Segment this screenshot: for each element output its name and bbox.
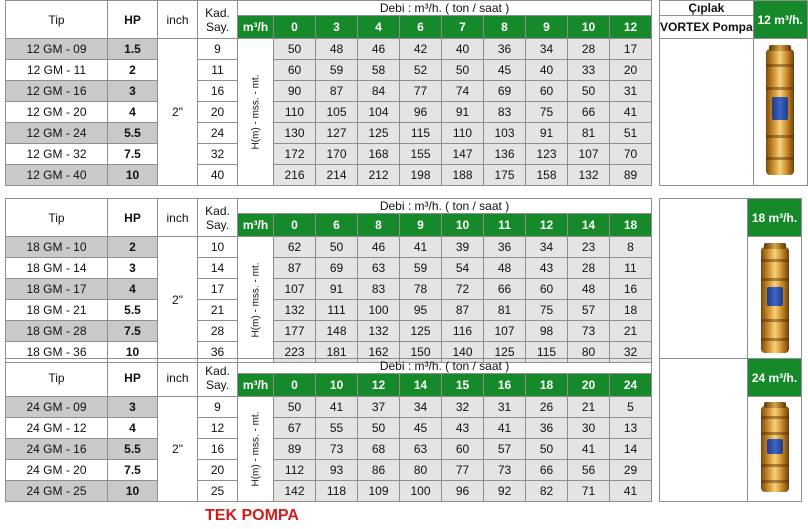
debi-header: Debi : m³/h. ( ton / saat ) [238, 199, 652, 214]
head-value: 75 [526, 102, 568, 123]
model-name: 18 GM - 10 [6, 237, 108, 258]
head-value: 34 [526, 39, 568, 60]
model-name: 24 GM - 12 [6, 418, 108, 439]
model-name: 24 GM - 09 [6, 397, 108, 418]
pump-image [761, 406, 789, 492]
head-value: 42 [400, 39, 442, 60]
head-value: 80 [568, 342, 610, 363]
head-value: 78 [400, 279, 442, 300]
head-value: 34 [400, 397, 442, 418]
hp-value: 4 [108, 279, 158, 300]
head-value: 29 [610, 460, 652, 481]
hp-value: 7.5 [108, 321, 158, 342]
head-value: 115 [400, 123, 442, 144]
head-value: 52 [400, 60, 442, 81]
head-value: 125 [400, 321, 442, 342]
hp-value: 7.5 [108, 460, 158, 481]
head-value: 81 [484, 300, 526, 321]
flow-value: 12 [358, 374, 400, 397]
head-value: 83 [358, 279, 400, 300]
flow-value: 6 [316, 214, 358, 237]
head-value: 71 [568, 481, 610, 502]
head-value: 54 [442, 258, 484, 279]
head-value: 66 [484, 279, 526, 300]
flow-value: 20 [568, 374, 610, 397]
flow-value: 12 [610, 16, 652, 39]
flow-value: 3 [316, 16, 358, 39]
head-value: 36 [484, 39, 526, 60]
head-value: 34 [526, 237, 568, 258]
head-value: 50 [442, 60, 484, 81]
hp-header: HP [108, 199, 158, 237]
vortex-image-cell [660, 199, 748, 363]
head-value: 223 [274, 342, 316, 363]
head-value: 125 [358, 123, 400, 144]
head-value: 62 [274, 237, 316, 258]
stage-count: 25 [198, 481, 238, 502]
head-value: 5 [610, 397, 652, 418]
hp-value: 1.5 [108, 39, 158, 60]
say-label: Say. [205, 217, 230, 232]
head-value: 91 [316, 279, 358, 300]
flow-value: 0 [274, 214, 316, 237]
stage-count: 9 [198, 397, 238, 418]
stage-count: 28 [198, 321, 238, 342]
capacity-label: 18 m³/h. [748, 199, 802, 237]
head-value: 69 [484, 81, 526, 102]
head-value: 41 [610, 102, 652, 123]
head-value: 91 [526, 123, 568, 144]
head-value: 63 [358, 258, 400, 279]
head-value: 98 [526, 321, 568, 342]
head-value: 162 [358, 342, 400, 363]
column-gap [652, 359, 660, 502]
flow-value: 4 [358, 16, 400, 39]
stage-count: 40 [198, 165, 238, 186]
flow-value: 10 [568, 16, 610, 39]
flow-value: 18 [610, 214, 652, 237]
head-value: 148 [316, 321, 358, 342]
pump-image [761, 247, 789, 353]
head-value: 107 [274, 279, 316, 300]
head-value: 75 [526, 300, 568, 321]
head-value: 77 [442, 460, 484, 481]
head-value: 66 [568, 102, 610, 123]
head-value: 80 [400, 460, 442, 481]
stage-count: 10 [198, 237, 238, 258]
model-name: 24 GM - 16 [6, 439, 108, 460]
flow-unit: m³/h [238, 374, 274, 397]
head-value: 123 [526, 144, 568, 165]
head-value: 84 [358, 81, 400, 102]
tip-header: Tip [6, 359, 108, 397]
hp-value: 5.5 [108, 300, 158, 321]
flow-value: 12 [526, 214, 568, 237]
head-value: 41 [400, 237, 442, 258]
flow-value: 11 [484, 214, 526, 237]
flow-value: 16 [484, 374, 526, 397]
head-unit-label [238, 39, 274, 186]
head-value: 36 [526, 418, 568, 439]
head-value: 50 [358, 418, 400, 439]
model-name: 24 GM - 25 [6, 481, 108, 502]
hp-header: HP [108, 1, 158, 39]
head-value: 21 [568, 397, 610, 418]
head-value: 48 [568, 279, 610, 300]
head-value: 14 [610, 439, 652, 460]
pump-image-cell [748, 397, 802, 502]
head-value: 96 [442, 481, 484, 502]
head-value: 41 [316, 397, 358, 418]
hp-header: HP [108, 359, 158, 397]
ciplak-label: Çıplak [660, 1, 754, 16]
inch-header: inch [158, 359, 198, 397]
head-value: 216 [274, 165, 316, 186]
head-value: 181 [316, 342, 358, 363]
stage-count: 17 [198, 279, 238, 300]
head-value: 60 [274, 60, 316, 81]
head-value: 118 [316, 481, 358, 502]
head-value: 82 [526, 481, 568, 502]
head-value: 60 [442, 439, 484, 460]
head-value: 214 [316, 165, 358, 186]
kad-label: Kad. [205, 203, 230, 218]
stage-count: 32 [198, 144, 238, 165]
flow-value: 7 [442, 16, 484, 39]
head-value: 158 [526, 165, 568, 186]
head-value: 41 [610, 481, 652, 502]
hp-value: 3 [108, 81, 158, 102]
flow-value: 24 [610, 374, 652, 397]
inch-value: 2" [158, 397, 198, 502]
head-unit-label [238, 237, 274, 363]
head-value: 140 [442, 342, 484, 363]
inch-header: inch [158, 199, 198, 237]
head-value: 127 [316, 123, 358, 144]
vortex-image-cell [660, 39, 754, 186]
head-value: 198 [400, 165, 442, 186]
spec-table-1 [5, 198, 802, 363]
head-value: 26 [526, 397, 568, 418]
pump-image [766, 49, 794, 175]
head-value: 11 [610, 258, 652, 279]
head-value: 95 [400, 300, 442, 321]
stage-count: 20 [198, 460, 238, 481]
hp-value: 2 [108, 237, 158, 258]
head-value: 107 [568, 144, 610, 165]
head-value: 170 [316, 144, 358, 165]
head-value: 91 [442, 102, 484, 123]
head-value: 132 [274, 300, 316, 321]
head-unit-text: H(m) - mss. - mt. [250, 411, 261, 487]
head-value: 150 [400, 342, 442, 363]
hp-value: 10 [108, 342, 158, 363]
head-value: 87 [442, 300, 484, 321]
head-value: 111 [316, 300, 358, 321]
flow-unit: m³/h [238, 214, 274, 237]
head-value: 55 [316, 418, 358, 439]
head-value: 105 [316, 102, 358, 123]
head-value: 73 [568, 321, 610, 342]
model-name: 12 GM - 24 [6, 123, 108, 144]
spec-table-2 [5, 358, 802, 502]
model-name: 12 GM - 40 [6, 165, 108, 186]
hp-value: 10 [108, 481, 158, 502]
head-value: 31 [484, 397, 526, 418]
inch-header: inch [158, 1, 198, 39]
head-value: 50 [274, 39, 316, 60]
head-value: 188 [442, 165, 484, 186]
stage-count: 16 [198, 81, 238, 102]
head-value: 56 [568, 460, 610, 481]
vortex-image-cell [660, 359, 748, 502]
head-value: 115 [526, 342, 568, 363]
head-value: 60 [526, 81, 568, 102]
head-value: 17 [610, 39, 652, 60]
head-value: 43 [526, 258, 568, 279]
hp-value: 5.5 [108, 123, 158, 144]
head-value: 39 [442, 237, 484, 258]
head-value: 20 [610, 60, 652, 81]
pump-image-cell [753, 39, 807, 186]
head-value: 177 [274, 321, 316, 342]
head-value: 100 [358, 300, 400, 321]
flow-value: 10 [316, 374, 358, 397]
flow-value: 8 [484, 16, 526, 39]
head-value: 125 [484, 342, 526, 363]
head-value: 68 [358, 439, 400, 460]
model-name: 12 GM - 16 [6, 81, 108, 102]
head-value: 13 [610, 418, 652, 439]
model-name: 18 GM - 14 [6, 258, 108, 279]
head-value: 50 [316, 237, 358, 258]
head-value: 58 [358, 60, 400, 81]
head-value: 59 [316, 60, 358, 81]
inch-value: 2" [158, 39, 198, 186]
head-value: 147 [442, 144, 484, 165]
head-value: 130 [274, 123, 316, 144]
stage-count: 24 [198, 123, 238, 144]
head-value: 81 [568, 123, 610, 144]
inch-value: 2" [158, 237, 198, 363]
head-value: 142 [274, 481, 316, 502]
head-value: 92 [484, 481, 526, 502]
head-value: 66 [526, 460, 568, 481]
model-name: 12 GM - 09 [6, 39, 108, 60]
head-value: 59 [400, 258, 442, 279]
head-value: 63 [400, 439, 442, 460]
flow-value: 9 [526, 16, 568, 39]
head-unit-text: H(m) - mss. - mt. [250, 74, 261, 150]
head-value: 116 [442, 321, 484, 342]
stage-count: 20 [198, 102, 238, 123]
head-value: 50 [568, 81, 610, 102]
kad-label: Kad. [205, 5, 230, 20]
model-name: 12 GM - 11 [6, 60, 108, 81]
head-value: 36 [484, 237, 526, 258]
stage-count: 36 [198, 342, 238, 363]
debi-header: Debi : m³/h. ( ton / saat ) [238, 359, 652, 374]
head-value: 73 [484, 460, 526, 481]
head-value: 48 [484, 258, 526, 279]
debi-header: Debi : m³/h. ( ton / saat ) [238, 1, 652, 16]
head-value: 107 [484, 321, 526, 342]
head-value: 48 [316, 39, 358, 60]
head-value: 112 [274, 460, 316, 481]
stage-count: 11 [198, 60, 238, 81]
head-value: 93 [316, 460, 358, 481]
head-value: 77 [400, 81, 442, 102]
tip-header: Tip [6, 199, 108, 237]
head-value: 172 [274, 144, 316, 165]
head-value: 16 [610, 279, 652, 300]
vortex-label: VORTEX Pompa [660, 16, 754, 39]
head-value: 28 [568, 258, 610, 279]
head-value: 8 [610, 237, 652, 258]
kad-header [198, 1, 238, 39]
model-name: 24 GM - 20 [6, 460, 108, 481]
flow-value: 0 [274, 374, 316, 397]
capacity-label: 24 m³/h. [748, 359, 802, 397]
stage-count: 21 [198, 300, 238, 321]
hp-value: 4 [108, 418, 158, 439]
model-name: 12 GM - 20 [6, 102, 108, 123]
hp-value: 3 [108, 397, 158, 418]
head-value: 45 [400, 418, 442, 439]
flow-value: 14 [400, 374, 442, 397]
head-unit-text: H(m) - mss. - mt. [250, 262, 261, 337]
flow-value: 10 [442, 214, 484, 237]
say-label: Say. [205, 377, 230, 392]
head-value: 32 [610, 342, 652, 363]
column-gap [652, 199, 660, 363]
head-value: 32 [442, 397, 484, 418]
head-value: 87 [316, 81, 358, 102]
kad-header [198, 199, 238, 237]
head-value: 136 [484, 144, 526, 165]
head-value: 28 [568, 39, 610, 60]
model-name: 18 GM - 28 [6, 321, 108, 342]
head-value: 72 [442, 279, 484, 300]
head-value: 212 [358, 165, 400, 186]
model-name: 12 GM - 32 [6, 144, 108, 165]
head-value: 43 [442, 418, 484, 439]
flow-value: 6 [400, 16, 442, 39]
head-value: 70 [610, 144, 652, 165]
tip-header: Tip [6, 1, 108, 39]
column-gap [652, 1, 660, 186]
head-value: 132 [358, 321, 400, 342]
head-value: 46 [358, 237, 400, 258]
head-value: 50 [274, 397, 316, 418]
hp-value: 10 [108, 165, 158, 186]
head-value: 51 [610, 123, 652, 144]
head-value: 23 [568, 237, 610, 258]
head-value: 40 [526, 60, 568, 81]
head-value: 168 [358, 144, 400, 165]
head-value: 31 [610, 81, 652, 102]
model-name: 18 GM - 36 [6, 342, 108, 363]
head-unit-label [238, 397, 274, 502]
model-name: 18 GM - 17 [6, 279, 108, 300]
head-value: 41 [568, 439, 610, 460]
head-value: 103 [484, 123, 526, 144]
spec-table-0 [5, 0, 808, 186]
flow-unit: m³/h [238, 16, 274, 39]
head-value: 45 [484, 60, 526, 81]
head-value: 110 [274, 102, 316, 123]
head-value: 30 [568, 418, 610, 439]
head-value: 100 [400, 481, 442, 502]
head-value: 41 [484, 418, 526, 439]
hp-value: 4 [108, 102, 158, 123]
head-value: 40 [442, 39, 484, 60]
head-value: 60 [526, 279, 568, 300]
kad-header [198, 359, 238, 397]
head-value: 67 [274, 418, 316, 439]
head-value: 90 [274, 81, 316, 102]
hp-value: 5.5 [108, 439, 158, 460]
hp-value: 3 [108, 258, 158, 279]
head-value: 175 [484, 165, 526, 186]
head-value: 104 [358, 102, 400, 123]
hp-value: 2 [108, 60, 158, 81]
hp-value: 7.5 [108, 144, 158, 165]
head-value: 110 [442, 123, 484, 144]
head-value: 74 [442, 81, 484, 102]
head-value: 50 [526, 439, 568, 460]
head-value: 57 [484, 439, 526, 460]
flow-value: 8 [358, 214, 400, 237]
head-value: 89 [610, 165, 652, 186]
flow-value: 18 [526, 374, 568, 397]
head-value: 37 [358, 397, 400, 418]
flow-value: 14 [568, 214, 610, 237]
flow-value: 0 [274, 16, 316, 39]
kad-label: Kad. [205, 363, 230, 378]
head-value: 155 [400, 144, 442, 165]
head-value: 69 [316, 258, 358, 279]
capacity-label: 12 m³/h. [753, 1, 807, 39]
flow-value: 15 [442, 374, 484, 397]
head-value: 87 [274, 258, 316, 279]
head-value: 46 [358, 39, 400, 60]
footer-title: TEK POMPA [205, 507, 299, 524]
head-value: 86 [358, 460, 400, 481]
model-name: 18 GM - 21 [6, 300, 108, 321]
head-value: 132 [568, 165, 610, 186]
stage-count: 9 [198, 39, 238, 60]
head-value: 89 [274, 439, 316, 460]
head-value: 21 [610, 321, 652, 342]
stage-count: 16 [198, 439, 238, 460]
head-value: 83 [484, 102, 526, 123]
head-value: 57 [568, 300, 610, 321]
head-value: 109 [358, 481, 400, 502]
flow-value: 9 [400, 214, 442, 237]
pump-image-cell [748, 237, 802, 363]
stage-count: 14 [198, 258, 238, 279]
stage-count: 12 [198, 418, 238, 439]
head-value: 33 [568, 60, 610, 81]
say-label: Say. [205, 19, 230, 34]
head-value: 18 [610, 300, 652, 321]
head-value: 73 [316, 439, 358, 460]
head-value: 96 [400, 102, 442, 123]
table-row [6, 39, 808, 60]
